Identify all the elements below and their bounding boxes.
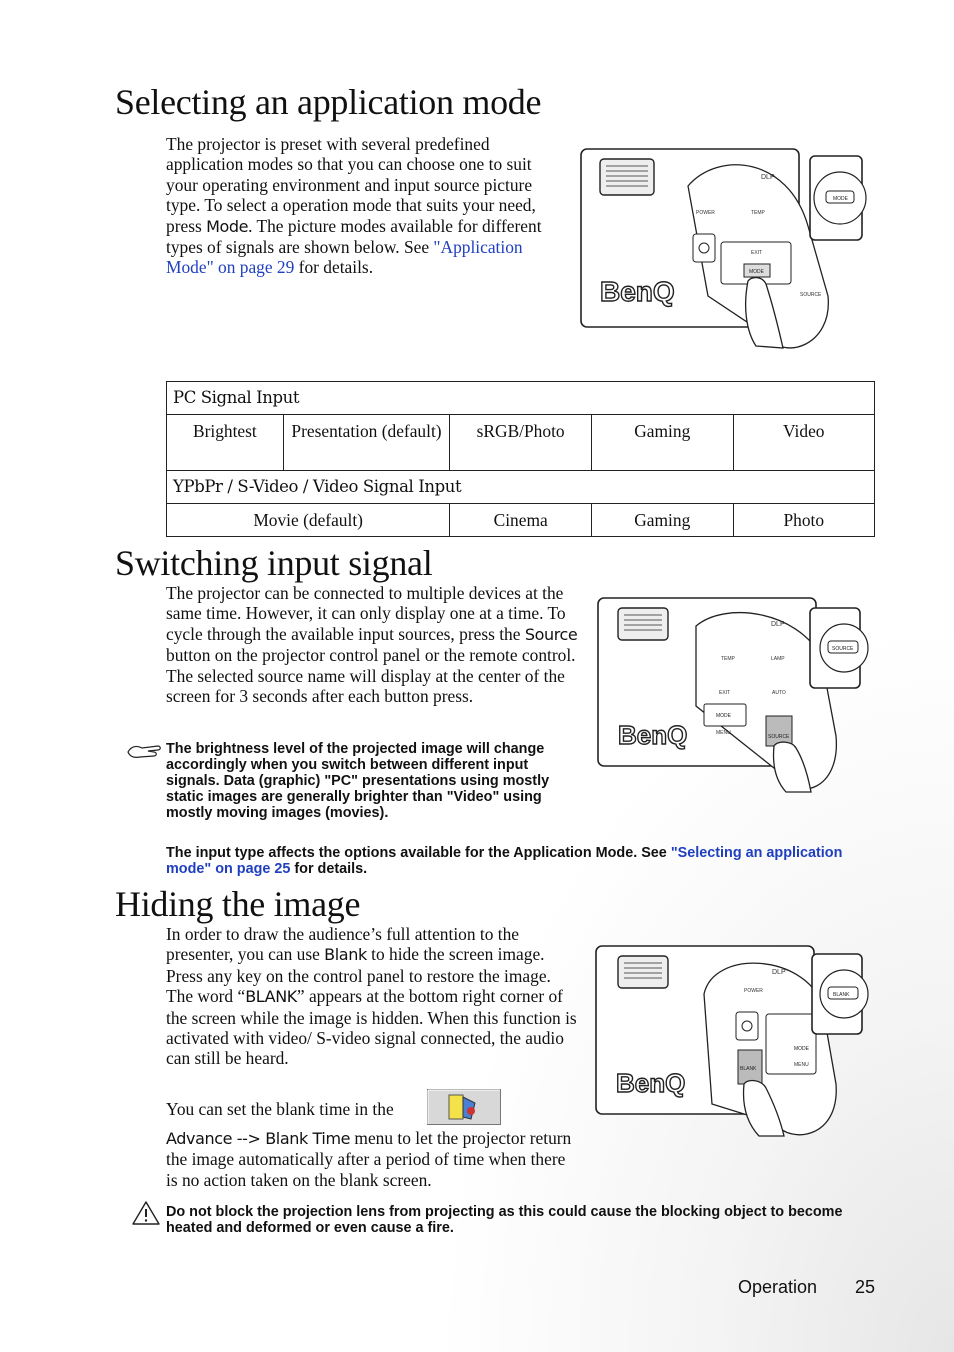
table-cell: Movie (default): [167, 504, 450, 537]
menu-label: MENU: [716, 730, 731, 736]
text-span: In order to draw the audience’s full attention to the presenter, you can use: [166, 924, 520, 965]
source-label: SOURCE: [800, 292, 822, 298]
heading-hiding-the-image: Hiding the image: [115, 884, 361, 924]
dlp-label: DLP: [771, 621, 785, 628]
brand-logo: BenQ: [616, 1068, 686, 1098]
temp-label: TEMP: [751, 210, 765, 216]
power-button: [736, 1012, 758, 1040]
exit-label: EXIT: [751, 250, 763, 256]
temp-label: TEMP: [721, 656, 735, 662]
exit-label: EXIT: [719, 690, 731, 696]
table-cell: Presentation (default): [283, 415, 450, 471]
menu-label: MENU: [794, 1062, 809, 1068]
text-span: for details.: [294, 257, 374, 278]
projector-vent: [600, 159, 654, 195]
advance-menu-icon: [427, 1089, 501, 1125]
warning-triangle-icon: [131, 1200, 161, 1226]
dlp-label: DLP: [772, 969, 786, 976]
application-mode-link[interactable]: "Application Mode" on page 29: [166, 237, 523, 278]
video-signal-header: YPbPr / S-Video / Video Signal Input: [167, 471, 875, 504]
table-row: [167, 382, 875, 415]
mode-label: MODE: [716, 713, 731, 719]
note-hand-icon: [126, 740, 162, 762]
table-cell: Gaming: [592, 504, 734, 537]
auto-label: AUTO: [772, 690, 786, 696]
mode-key-label: Mode: [206, 216, 249, 236]
text-span: menu to let the projector return the image automatically after a period of time when there is no action taken on the blank screen.: [166, 1128, 572, 1190]
text-span: to hide the screen image. Press any key on the control panel to restore the image. The word “: [166, 944, 551, 1007]
source-button: [766, 716, 792, 746]
dlp-label: DLP: [761, 174, 775, 181]
pc-signal-header: PC Signal Input: [167, 382, 875, 415]
footer-section-name: Operation: [738, 1277, 818, 1297]
brand-logo: BenQ: [618, 720, 688, 750]
remote-mode-label: MODE: [833, 196, 848, 202]
source-label: SOURCE: [768, 734, 790, 740]
table-cell: sRGB/Photo: [450, 415, 592, 471]
heading-selecting-application-mode: Selecting an application mode: [115, 82, 542, 122]
text-span: . The picture modes available for different types of signals are shown below. See: [166, 215, 542, 258]
blank-key-label: Blank: [324, 945, 367, 965]
page-number: 25: [855, 1277, 876, 1297]
heading-switching-input-signal: Switching input signal: [115, 543, 433, 583]
lens-warning: Do not block the projection lens from projecting as this could cause the blocking object to become heated and deformed or even cause a fire.: [166, 1204, 843, 1236]
text-span: The projector is preset with several predefined application modes so that you can choose one to suit your operating environment and input source picture type. To select a operation mode that suits your need, press: [166, 134, 536, 236]
brand-logo: BenQ: [600, 276, 675, 307]
mode-label: MODE: [749, 269, 764, 275]
blank-word-label: BLANK: [245, 987, 297, 1007]
text-span: button on the projector control panel or the remote control. The selected source name will display at the center of the screen for 3 seconds after each button press.: [166, 645, 576, 707]
text-span: The projector can be connected to multiple devices at the same time. However, it can only display one at a time. To cycle through the available input sources, press the: [166, 583, 566, 644]
input-type-note: [166, 845, 846, 877]
table-cell: Cinema: [450, 504, 592, 537]
table-cell: Brightest: [167, 415, 284, 471]
table-row: [167, 504, 875, 537]
projector-source-button-illustration: [596, 596, 870, 796]
text-span: for details.: [290, 861, 368, 877]
table-row: [167, 471, 875, 504]
blank-time-paragraph: [166, 1128, 578, 1190]
selecting-application-mode-link[interactable]: "Selecting an application mode" on page 25: [166, 845, 843, 877]
application-mode-paragraph: [166, 134, 558, 278]
power-label: POWER: [696, 210, 715, 216]
table-cell: Video: [733, 415, 874, 471]
projector-blank-button-illustration: [594, 944, 870, 1142]
remote-source-label: SOURCE: [832, 646, 854, 652]
remote-blank-label: BLANK: [833, 992, 850, 998]
projector-vent: [618, 956, 668, 988]
power-label: POWER: [744, 988, 763, 994]
input-signal-paragraph: [166, 583, 578, 706]
text-span: ” appears at the bottom right corner of the screen while the image is hidden. When this function is activated with video/ S-video signal connected, the audio can still be heard.: [166, 986, 577, 1069]
power-button: [693, 234, 715, 262]
application-mode-table: [166, 381, 875, 537]
source-key-label: Source: [524, 624, 578, 644]
table-cell: Photo: [733, 504, 874, 537]
blank-label: BLANK: [740, 1066, 757, 1072]
lamp-label: LAMP: [771, 656, 785, 662]
hiding-image-paragraph: [166, 924, 578, 1069]
blank-time-intro: You can set the blank time in the: [166, 1099, 394, 1119]
projector-mode-button-illustration: [578, 146, 870, 356]
table-row: [167, 415, 875, 471]
projector-vent: [618, 608, 668, 640]
advance-blank-time-menu-path: Advance --> Blank Time: [166, 1129, 351, 1148]
table-cell: Gaming: [592, 415, 734, 471]
mode-label: MODE: [794, 1046, 809, 1052]
brightness-note: The brightness level of the projected image will change accordingly when you switch between different input signals. Data (graphic) "PC" presentations using mostly static images are generally brighter than "Video" using mostly moving images (movies).: [166, 741, 550, 821]
text-span: The input type affects the options available for the Application Mode. See: [166, 845, 671, 861]
